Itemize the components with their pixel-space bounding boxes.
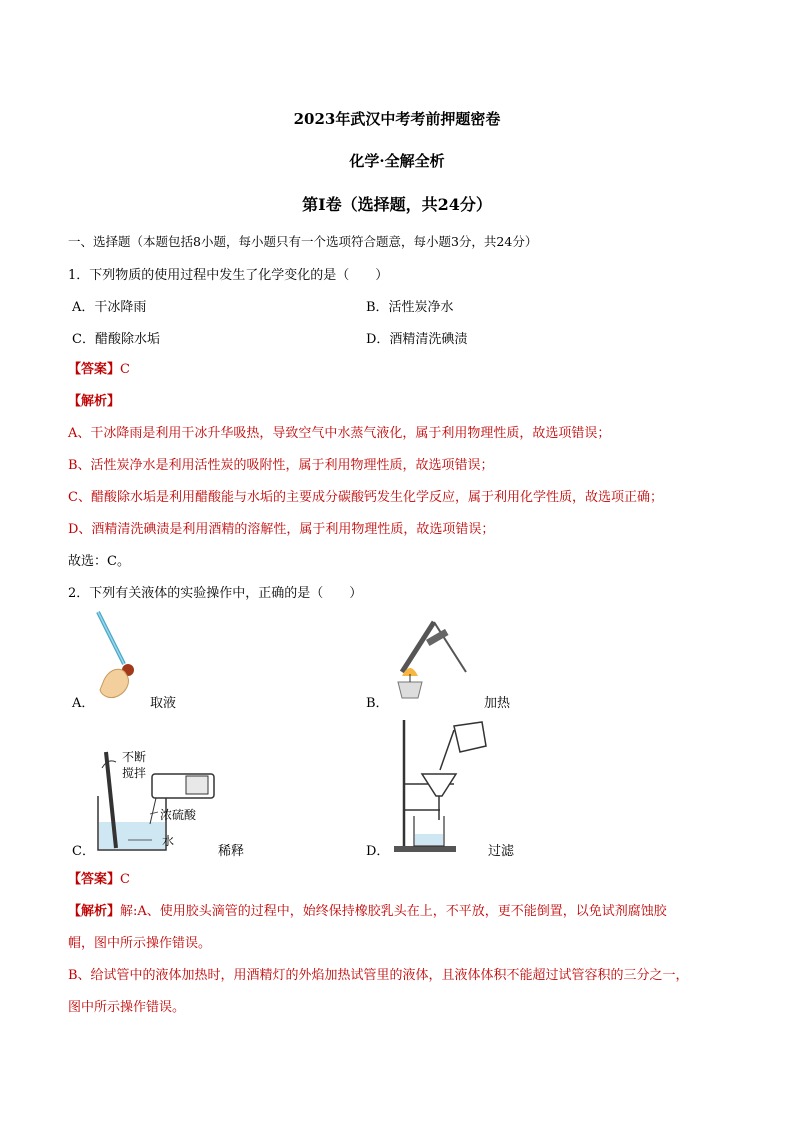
analysis-prefix: 解: — [120, 904, 138, 919]
q1-option-b: B．活性炭净水 — [366, 300, 454, 315]
answer-label: 【答案】 — [68, 872, 121, 887]
page-title: 2023年武汉中考考前押题密卷 — [293, 110, 501, 128]
q2-stem: 2．下列有关液体的实验操作中，正确的是（ ） — [68, 586, 363, 601]
q1-analysis-c: C、醋酸除水垢是利用醋酸能与水垢的主要成分碳酸钙发生化学反应，属于利用化学性质，故选项正确； — [68, 490, 663, 505]
section-title: 第Ⅰ卷（选择题，共24分） — [302, 195, 492, 214]
q1-analysis-label: 【解析】 — [68, 394, 121, 409]
q2-option-a-caption: 取液 — [150, 696, 177, 711]
dilution-figure — [92, 744, 222, 856]
q2-analysis-line-3: B、给试管中的液体加热时，用酒精灯的外焰加热试管里的液体，且液体体积不能超过试管容积的三分之一， — [68, 968, 689, 983]
stir-label-2: 搅拌 — [122, 766, 147, 780]
q1-analysis-a: A、干冰降雨是利用干冰升华吸热，导致空气中水蒸气液化，属于利用物理性质，故选项错误； — [68, 426, 611, 441]
q2-answer — [68, 868, 130, 887]
answer-value: C — [120, 872, 130, 887]
q2-option-b-caption: 加热 — [484, 696, 511, 711]
q1-option-a: A．干冰降雨 — [72, 300, 147, 315]
q1-option-d: D．酒精清洗碘渍 — [366, 332, 468, 347]
q1-analysis-b: B、活性炭净水是利用活性炭的吸附性，属于利用物理性质，故选项错误； — [68, 458, 494, 473]
q1-stem: 1．下列物质的使用过程中发生了化学变化的是（ ） — [68, 268, 389, 283]
q2-option-c-letter: C． — [72, 844, 95, 859]
dropper-figure — [92, 608, 152, 708]
q2-analysis-line-4: 图中所示操作错误。 — [68, 1000, 186, 1015]
instructions: 一、选择题（本题包括8小题，每小题只有一个选项符合题意，每小题3分，共24分） — [68, 234, 538, 249]
q1-conclusion: 故选：C。 — [68, 554, 130, 569]
q2-option-d-caption: 过滤 — [488, 844, 515, 859]
stir-label: 不断 — [122, 750, 147, 764]
q2-analysis-line-1 — [68, 900, 667, 919]
heating-figure — [394, 612, 484, 702]
q2-analysis-line-2: 帽，图中所示操作错误。 — [68, 936, 212, 951]
q1-answer — [68, 358, 130, 377]
filtration-figure — [394, 716, 514, 856]
answer-label: 【答案】 — [68, 362, 121, 377]
q2-option-c-caption: 稀释 — [218, 844, 245, 859]
acid-label: 浓硫酸 — [160, 808, 197, 822]
q1-option-c: C．醋酸除水垢 — [72, 332, 160, 347]
page-subtitle: 化学·全解全析 — [349, 152, 445, 170]
q2-option-d-letter: D． — [366, 844, 390, 859]
q2-option-a-letter: A． — [72, 696, 95, 711]
answer-value: C — [120, 362, 130, 377]
analysis-a: A、使用胶头滴管的过程中，始终保持橡胶乳头在上，不平放，更不能倒置，以免试剂腐蚀胶 — [137, 904, 667, 919]
q2-option-b-letter: B． — [366, 696, 389, 711]
water-label: 水 — [162, 834, 175, 848]
q1-analysis-d: D、酒精清洗碘渍是利用酒精的溶解性，属于利用物理性质，故选项错误； — [68, 522, 495, 537]
analysis-label: 【解析】 — [68, 904, 121, 919]
